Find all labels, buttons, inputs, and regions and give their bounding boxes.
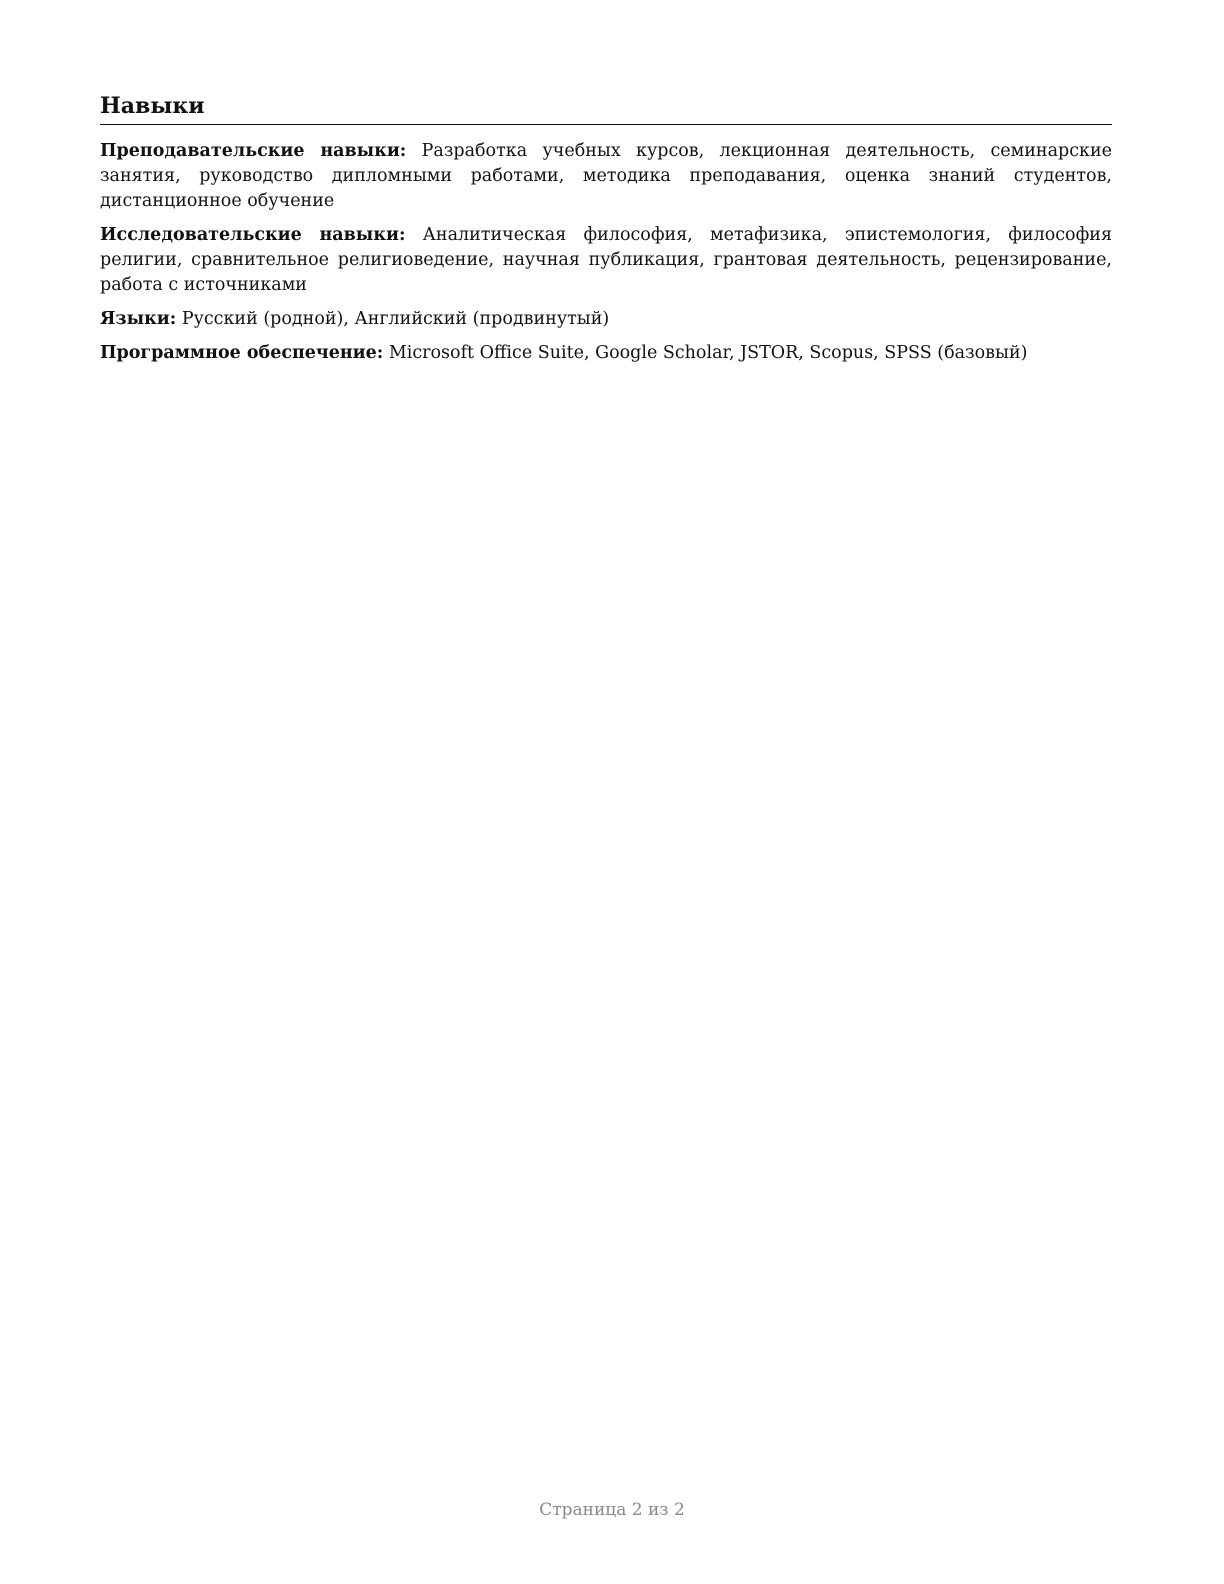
skill-entry-research [100,223,1112,298]
page-number-footer: Страница 2 из 2 [539,1500,685,1520]
skill-label: Исследовательские навыки: [100,225,406,245]
skill-text: Microsoft Office Suite, Google Scholar, JSTOR, Scopus, SPSS (базовый) [388,343,1028,363]
document-page [100,90,1112,375]
skill-text: Аналитическая философия, метафизика, эпистемология, философия религии, сравнительное религиоведение, научная публикация, грантовая деятельность, рецензирование, работа с источниками [100,225,1112,295]
skill-entry-languages [100,307,1112,332]
skill-entry-teaching [100,139,1112,214]
skill-label: Преподавательские навыки: [100,141,407,161]
skill-text: Русский (родной), Английский (продвинутый) [181,309,610,329]
section-title-skills: Навыки [100,90,1112,125]
skill-label: Языки: [100,309,177,329]
skill-entry-software [100,341,1112,366]
skills-list [100,139,1112,366]
skill-label: Программное обеспечение: [100,343,384,363]
skill-text: Разработка учебных курсов, лекционная деятельность, семинарские занятия, руководство дипломными работами, методика преподавания, оценка знаний студентов, дистанционное обучение [100,141,1112,211]
